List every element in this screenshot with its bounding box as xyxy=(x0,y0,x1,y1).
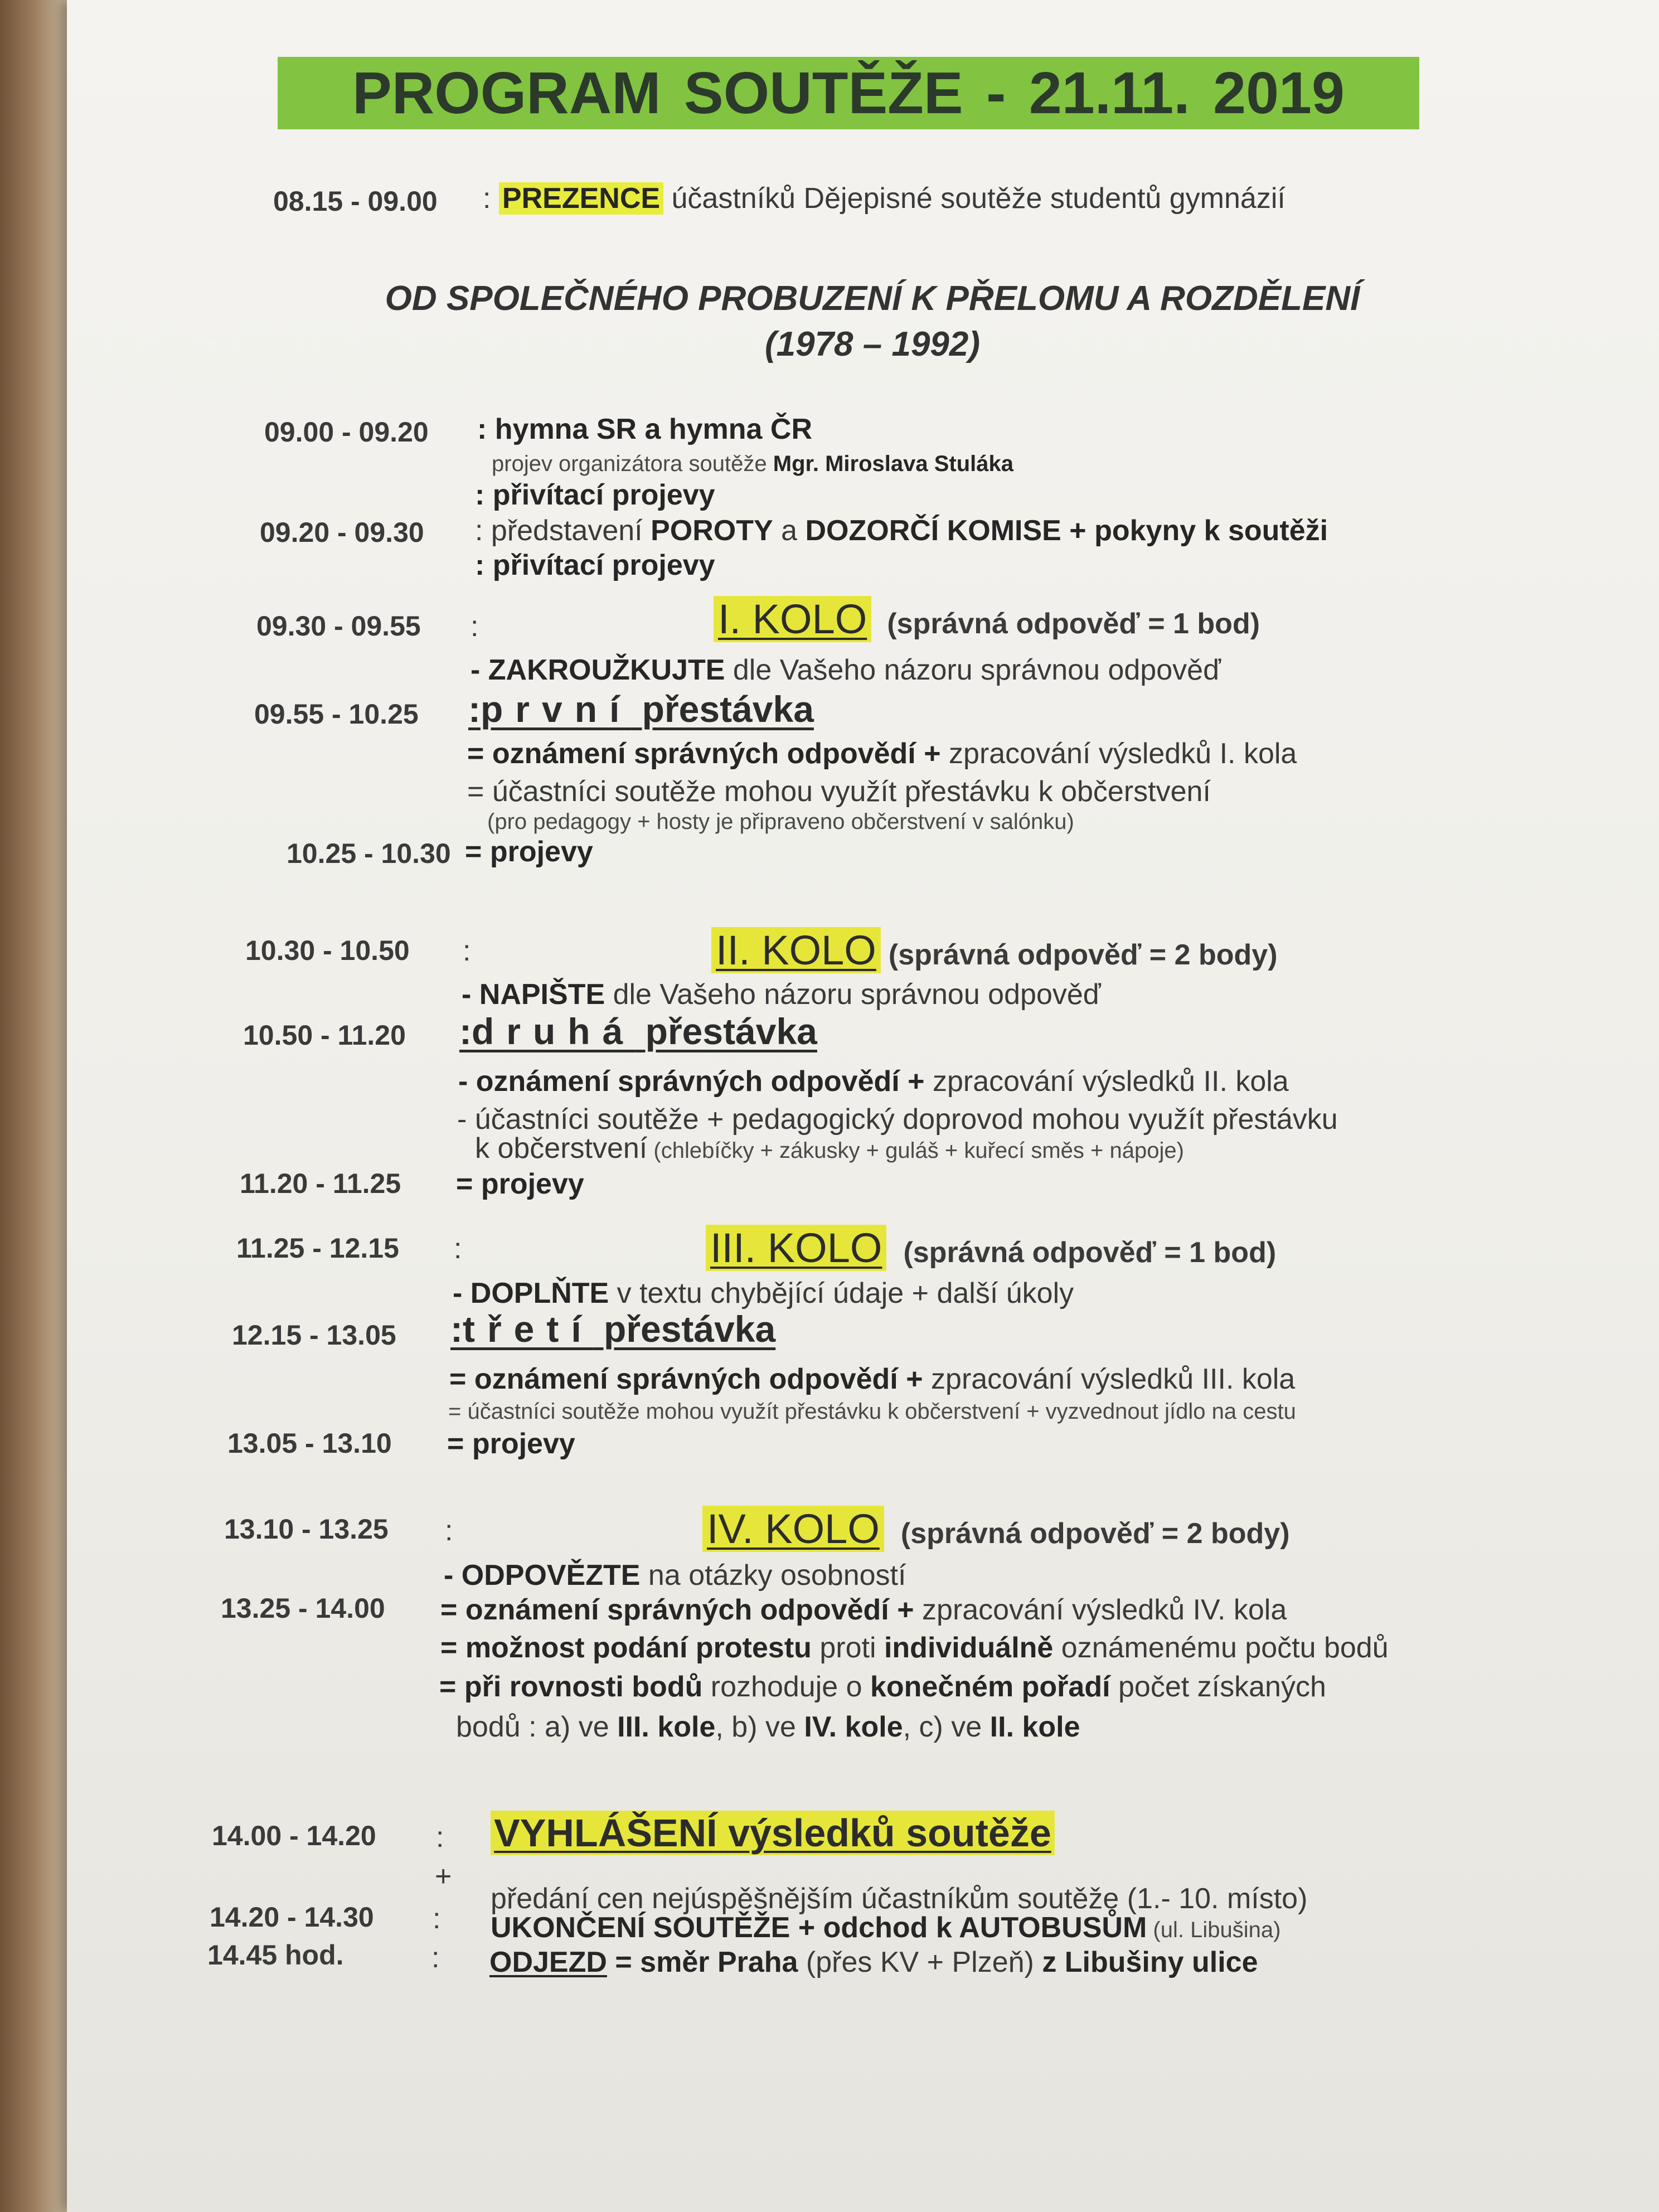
award-ceremony-line: předání cen nejúspěšnějším účastníkům soutěže (1.- 10. místo) xyxy=(491,1883,1308,1915)
round-2 xyxy=(711,926,1278,974)
round-1-label: I. KOLO xyxy=(714,596,871,642)
time-0920: 09.20 - 09.30 xyxy=(260,517,424,548)
time-1025: 10.25 - 10.30 xyxy=(287,838,451,869)
colon-k1: : xyxy=(470,610,479,643)
round-4-results: = oznámení správných odpovědí + zpracování výsledků IV. kola xyxy=(440,1594,1287,1626)
break-2-heading: :druhá přestávka xyxy=(459,1011,817,1052)
speeches-3: = projevy xyxy=(447,1428,575,1460)
plus-sign: + xyxy=(435,1860,452,1893)
break-1-results: = oznámení správných odpovědí + zpracování výsledků I. kola xyxy=(467,738,1297,770)
speeches-1: = projevy xyxy=(465,836,593,868)
time-1310: 13.10 - 13.25 xyxy=(224,1514,389,1545)
speeches-2: = projevy xyxy=(456,1168,584,1200)
time-1400: 14.00 - 14.20 xyxy=(212,1820,376,1851)
time-1050: 10.50 - 11.20 xyxy=(243,1020,406,1051)
round-3-instruction: - DOPLŇTE v textu chybějící údaje + další úkoly xyxy=(453,1277,1074,1309)
theme-heading-line2: (1978 – 1992) xyxy=(764,325,981,363)
round-1-instruction: - ZAKROUŽKUJTE dle Vašeho názoru správnou odpověď xyxy=(470,654,1221,686)
theme-heading-line1: OD SPOLEČNÉHO PROBUZENÍ K PŘELOMU A ROZDĚLENÍ xyxy=(385,279,1360,318)
break-3-heading: :třetí přestávka xyxy=(450,1308,776,1350)
welcome-speeches-1: : přivítací projevy xyxy=(475,479,715,511)
time-1120: 11.20 - 11.25 xyxy=(240,1168,401,1199)
prezence-line: : PREZENCE účastníků Dějepisné soutěže studentů gymnázií xyxy=(483,182,1286,215)
colon-k4: : xyxy=(445,1515,453,1547)
round-4-points: (správná odpověď = 2 body) xyxy=(900,1517,1290,1550)
time-prezence: 08.15 - 09.00 xyxy=(273,186,438,217)
round-2-label: II. KOLO xyxy=(711,927,881,973)
time-1420: 14.20 - 14.30 xyxy=(210,1901,374,1933)
time-1125: 11.25 - 12.15 xyxy=(236,1233,399,1264)
round-4 xyxy=(702,1505,1290,1553)
results-announcement: VYHLÁŠENÍ výsledků soutěže xyxy=(491,1811,1055,1855)
time-0930: 09.30 - 09.55 xyxy=(256,610,421,642)
colon-final-1: : xyxy=(436,1821,444,1854)
time-1215: 12.15 - 13.05 xyxy=(232,1320,396,1351)
protest-line: = možnost podání protestu proti individuálně oznámenému počtu bodů xyxy=(440,1632,1389,1664)
round-3-label: III. KOLO xyxy=(706,1225,886,1271)
time-1325: 13.25 - 14.00 xyxy=(221,1593,385,1624)
break-1-heading: :první přestávka xyxy=(468,688,814,730)
colon-k2: : xyxy=(463,935,471,967)
departure-line: ODJEZD = směr Praha (přes KV + Plzeň) z Libušiny ulice xyxy=(489,1946,1258,1978)
page-title: PROGRAM SOUTĚŽE - 21.11. 2019 xyxy=(352,60,1345,126)
time-0900: 09.00 - 09.20 xyxy=(264,416,429,448)
break-3-refreshment: = účastníci soutěže mohou využít přestávku k občerstvení + vyzvednout jídlo na cestu xyxy=(448,1399,1296,1424)
break-1-note: (pro pedagogy + hosty je připraveno občerstvení v salónku) xyxy=(487,809,1074,834)
tie-break-line: = při rovnosti bodů rozhoduje o konečném pořadí počet získaných xyxy=(439,1671,1326,1703)
colon-final-3: : xyxy=(431,1942,440,1974)
time-1305: 13.05 - 13.10 xyxy=(227,1428,392,1459)
round-4-instruction: - ODPOVĚZTE na otázky osobností xyxy=(444,1559,906,1592)
round-1-points: (správná odpověď = 1 bod) xyxy=(887,608,1260,640)
break-2-refreshment: - účastníci soutěže + pedagogický doprovod mohou využít přestávku xyxy=(457,1103,1338,1136)
break-2-menu: k občerstvení (chlebíčky + zákusky + guláš + kuřecí směs + nápoje) xyxy=(475,1132,1184,1165)
break-1-refreshment: = účastníci soutěže mohou využít přestávku k občerstvení xyxy=(467,775,1211,808)
time-1030: 10.30 - 10.50 xyxy=(245,935,410,966)
round-3-points: (správná odpověď = 1 bod) xyxy=(903,1236,1277,1269)
anthem-line: : hymna SR a hymna ČR xyxy=(477,413,813,445)
time-0955: 09.55 - 10.25 xyxy=(254,698,419,730)
tie-break-order: bodů : a) ve III. kole, b) ve IV. kole, c) ve II. kole xyxy=(456,1711,1080,1743)
time-1445: 14.45 hod. xyxy=(207,1939,344,1971)
colon-k3: : xyxy=(454,1233,462,1265)
colon-final-2: : xyxy=(433,1903,441,1935)
welcome-speeches-2: : přivítací projevy xyxy=(475,549,715,581)
round-2-points: (správná odpověď = 2 body) xyxy=(888,939,1278,971)
closing-line: UKONČENÍ SOUTĚŽE + odchod k AUTOBUSŮM (ul. Libušina) xyxy=(491,1912,1281,1944)
round-4-label: IV. KOLO xyxy=(702,1506,884,1552)
break-2-results: - oznámení správných odpovědí + zpracování výsledků II. kola xyxy=(458,1065,1289,1098)
break-3-results: = oznámení správných odpovědí + zpracování výsledků III. kola xyxy=(449,1363,1296,1395)
round-3 xyxy=(706,1224,1276,1272)
round-2-instruction: - NAPIŠTE dle Vašeho názoru správnou odpověď xyxy=(462,978,1101,1011)
round-1 xyxy=(714,595,1260,643)
jury-introduction-line: : představení POROTY a DOZORČÍ KOMISE + pokyny k soutěži xyxy=(475,515,1328,547)
prezence-highlight: PREZENCE xyxy=(499,182,663,215)
organizer-speech-line: projev organizátora soutěže Mgr. Miroslava Stuláka xyxy=(492,452,1014,476)
